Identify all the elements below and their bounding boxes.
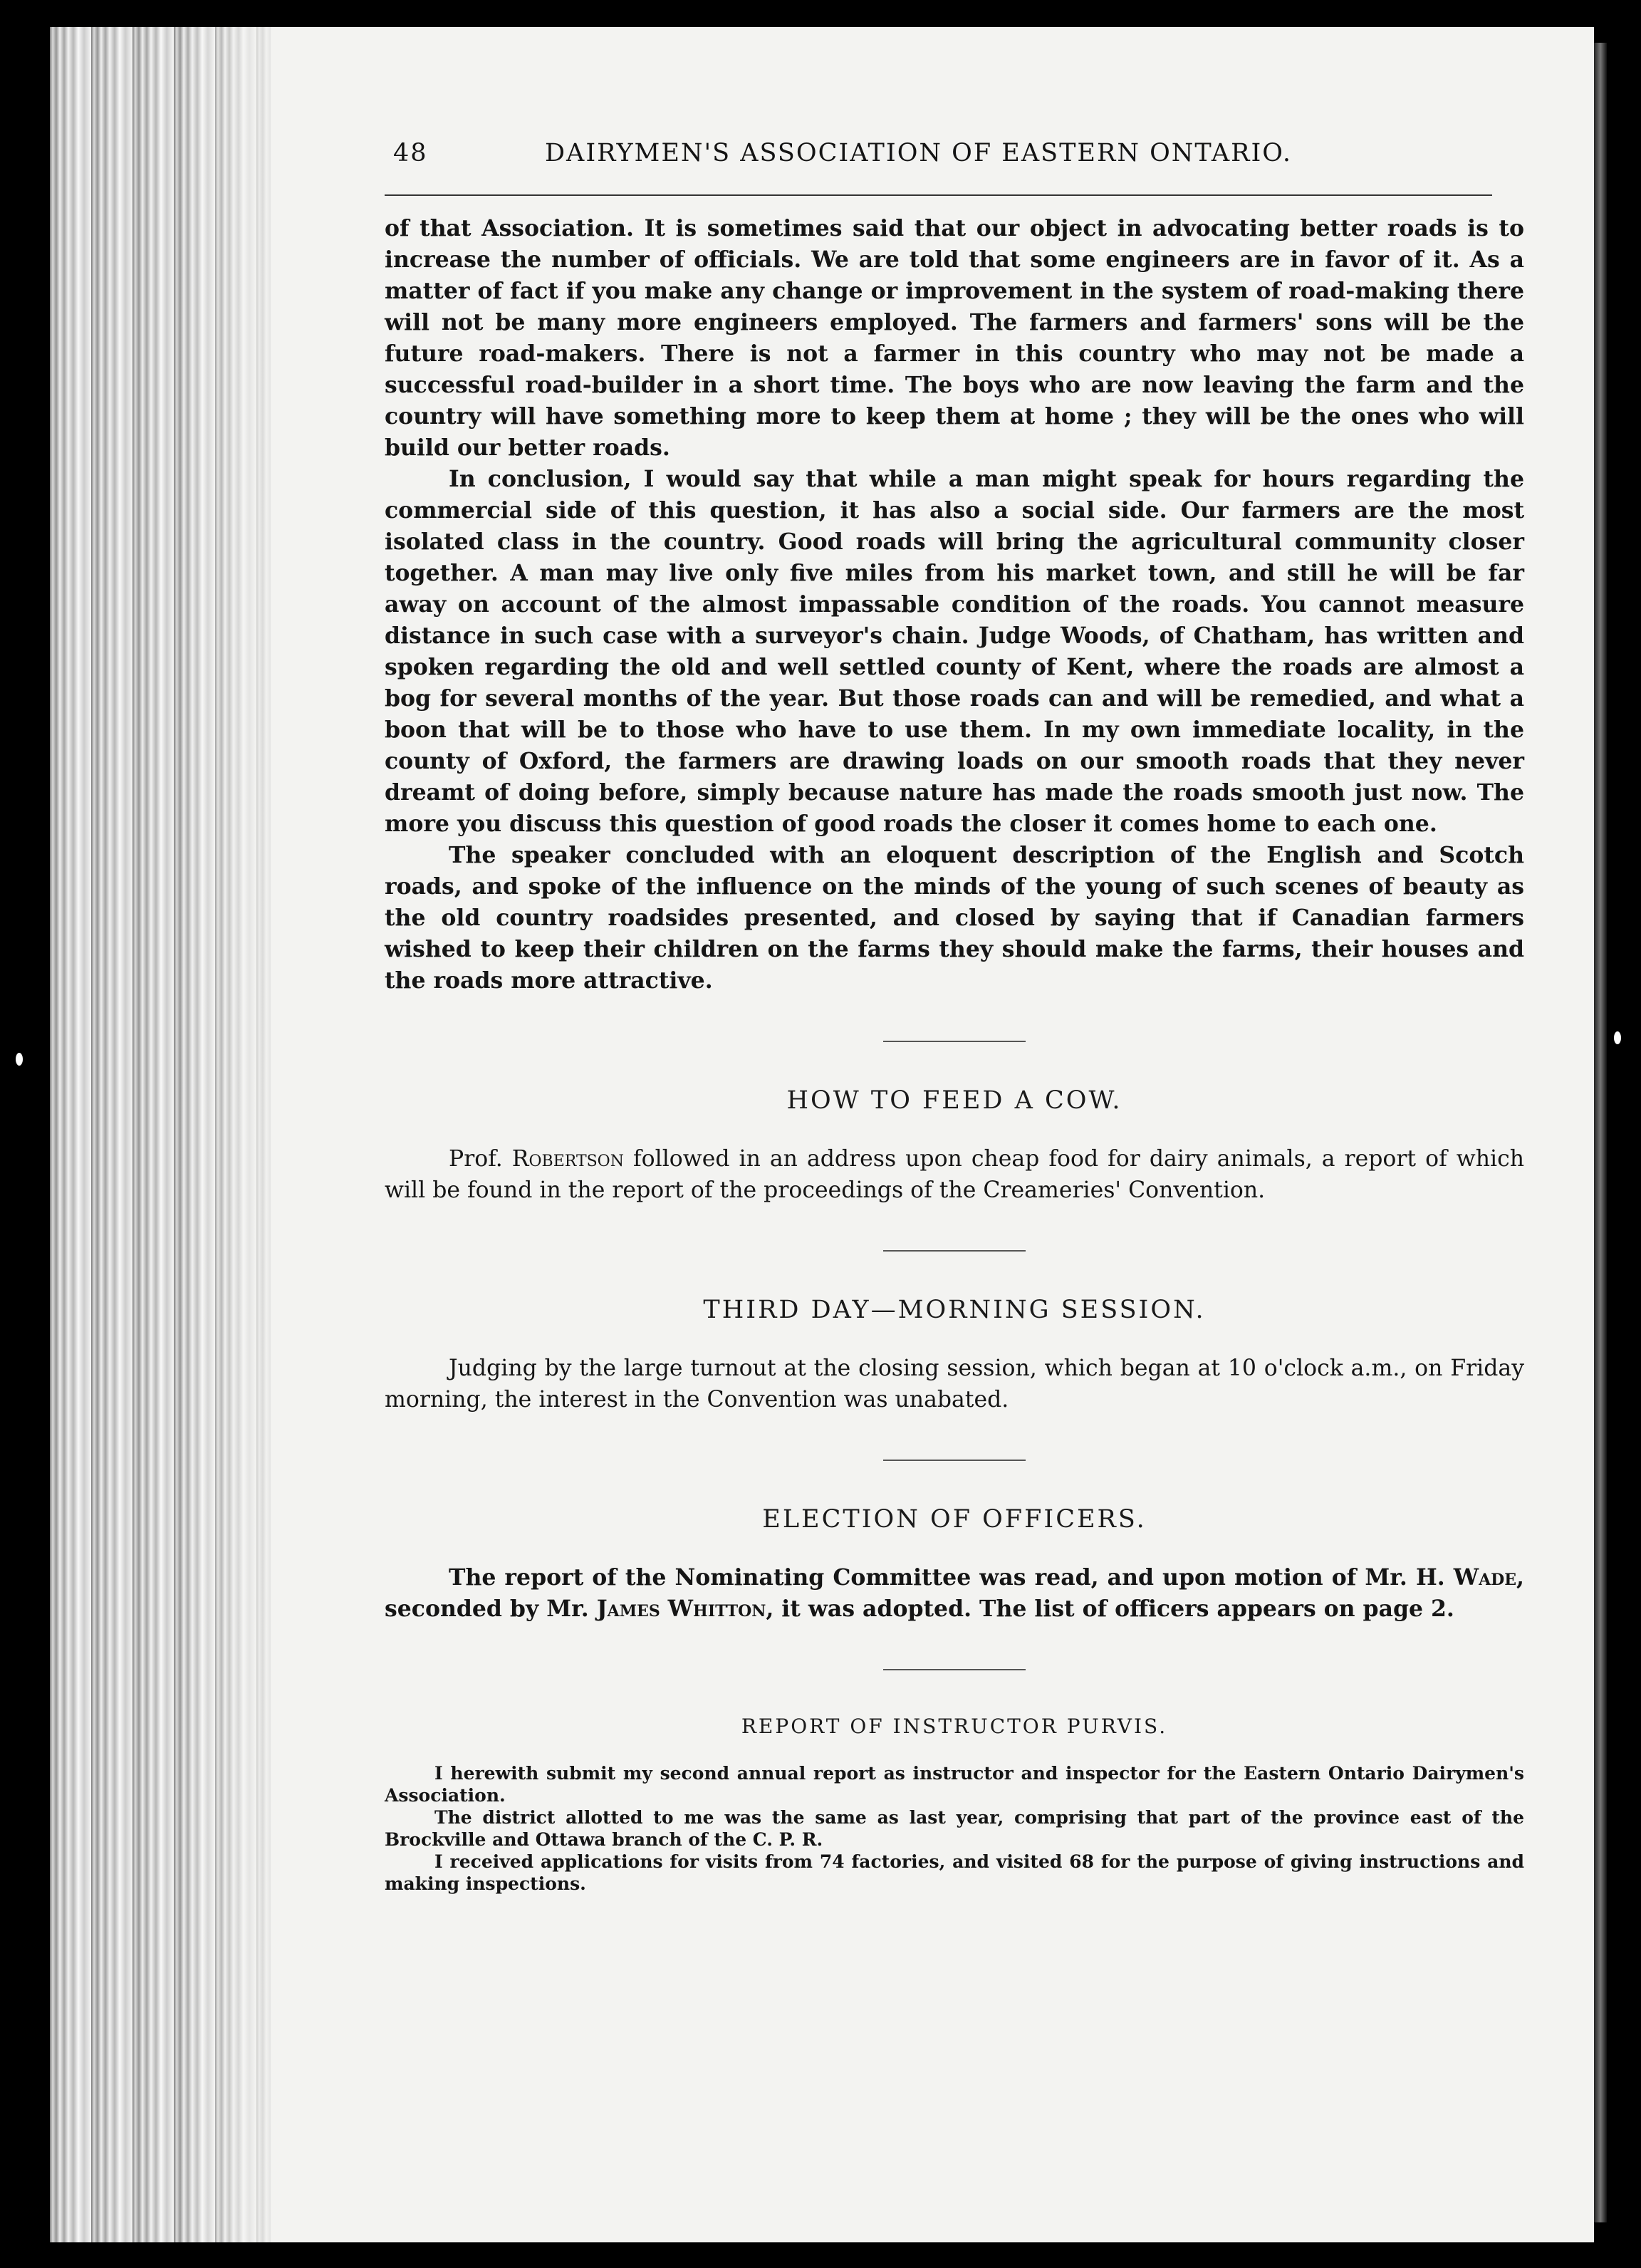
page-edge-strip	[1594, 43, 1607, 2222]
heading-feed-cow: HOW TO FEED A COW.	[786, 1086, 1122, 1115]
report-paragraph: I herewith submit my second annual report as instructor and inspector for the Eastern Ontario Dairymen's Association.	[385, 1763, 1524, 1806]
text-run: , seconded by Mr.	[385, 1564, 1524, 1622]
heading-report: REPORT OF INSTRUCTOR PURVIS.	[741, 1715, 1168, 1738]
scan-speck	[16, 1053, 23, 1066]
paragraph-feed-cow	[385, 1143, 1524, 1206]
report-paragraph: I received applications for visits from 74 factories, and visited 68 for the purpose of giving instructions and making inspections.	[385, 1851, 1524, 1894]
section-separator	[883, 1460, 1026, 1461]
paragraph-conclusion: In conclusion, I would say that while a man might speak for hours regarding the commercial side of this question, it has also a social side. Our farmers are the most isolated class in the country. Good roads will bring the agricultural community closer together. A man may live only five miles from his market town, and still he will be far away on account of the almost impassable condition of the roads. You cannot measure distance in such case with a surveyor's chain. Judge Woods, of Chatham, has written and spoken regarding the old and well settled county of Kent, where the roads are almost a bog for several months of the year. But those roads can and will be remedied, and what a boon that will be to those who have to use them. In my own immediate locality, in the county of Oxford, the farmers are drawing loads on our smooth roads that they never dreamt of doing before, simply because nature has made the roads smooth just now. The more you discuss this question of good roads the closer it comes home to each one.	[385, 466, 1524, 837]
header-rule	[385, 194, 1492, 196]
page-number: 48	[393, 139, 428, 167]
text-run: , it was adopted. The list of officers appears on page 2.	[766, 1596, 1454, 1622]
person-name: Robertson	[511, 1146, 624, 1172]
heading-third-day: THIRD DAY—MORNING SESSION.	[703, 1296, 1206, 1324]
running-head	[385, 139, 1524, 189]
paragraph-election	[385, 1562, 1524, 1625]
section-separator	[883, 1250, 1026, 1252]
running-head-title: DAIRYMEN'S ASSOCIATION OF EASTERN ONTARIO.	[545, 139, 1293, 167]
text-run: followed in an address upon cheap food for dairy animals, a report of which will be found in the report of the proceedings of the Creameries' Convention.	[385, 1146, 1524, 1203]
heading-election: ELECTION OF OFFICERS.	[762, 1505, 1147, 1534]
gutter-shadow	[178, 27, 292, 2242]
text-run: The report of the Nominating Committee was read, and upon motion of Mr. H.	[449, 1564, 1454, 1591]
person-name: Wade	[1453, 1564, 1517, 1591]
scan-speck	[1614, 1031, 1621, 1044]
paragraph-speaker: The speaker concluded with an eloquent description of the English and Scotch roads, and spoke of the influence on the minds of the young of such scenes of beauty as the old country roadsides presented, and closed by saying that if Canadian farmers wished to keep their children on the farms they should make the farms, their houses and the roads more attractive.	[385, 842, 1524, 994]
text-column	[385, 139, 1524, 1895]
person-name: James Whitton	[596, 1596, 766, 1622]
section-separator	[883, 1669, 1026, 1670]
text-run: Prof.	[449, 1146, 512, 1172]
paragraph-third-day: Judging by the large turnout at the closing session, which began at 10 o'clock a.m., on Friday morning, the interest in the Convention was unabated.	[385, 1356, 1524, 1413]
paragraph-continuation: of that Association. It is sometimes said that our object in advocating better roads is to increase the number of officials. We are told that some engineers are in favor of it. As a matter of fact if you make any change or improvement in the system of road-making there will not be many more engineers employed. The farmers and farmers' sons will be the future road-makers. There is not a farmer in this country who may not be made a successful road-builder in a short time. The boys who are now leaving the farm and the country will have something more to keep them at home ; they will be the ones who will build our better roads.	[385, 215, 1524, 461]
report-paragraph: The district allotted to me was the same as last year, comprising that part of the province east of the Brockville and Ottawa branch of the C. P. R.	[385, 1807, 1524, 1850]
section-separator	[883, 1041, 1026, 1042]
